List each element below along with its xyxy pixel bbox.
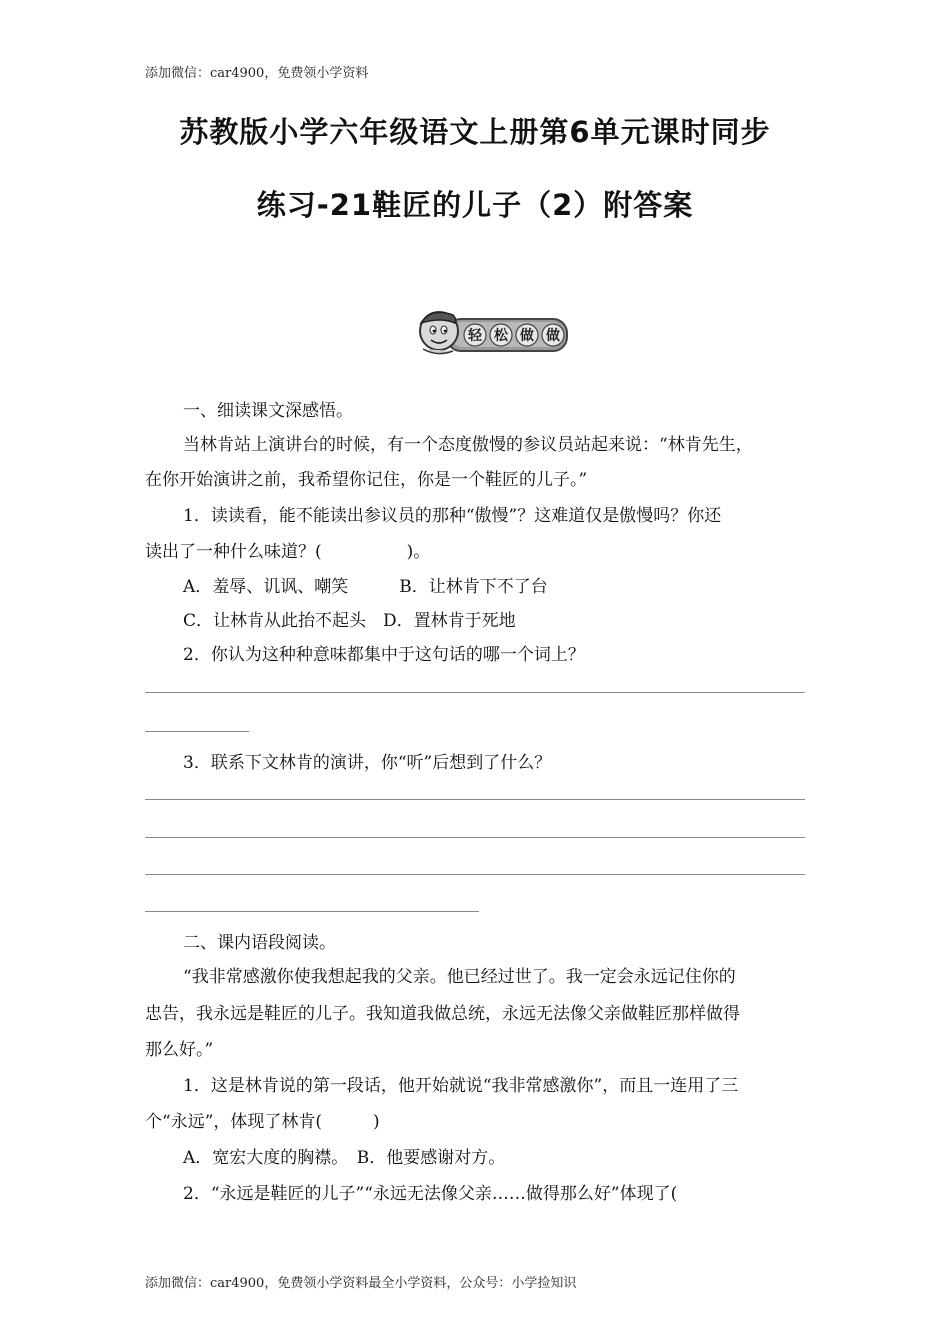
section-2-passage-line: 忠告，我永远是鞋匠的儿子。我知道我做总统，永远无法像父亲做鞋匠那样做得 xyxy=(145,1004,740,1024)
options-2-ab: A．宽宏大度的胸襟。 B．他要感谢对方。 xyxy=(183,1148,506,1168)
header-note: 添加微信：car4900，免费领小学资料 xyxy=(145,66,369,81)
section-2-heading: 二、课内语段阅读。 xyxy=(183,933,336,953)
badge-char: 松 xyxy=(494,328,508,344)
page-title-line-1: 苏教版小学六年级语文上册第6单元课时同步 xyxy=(179,115,771,149)
question-1-1-cont: 读出了一种什么味道？( )。 xyxy=(145,542,431,562)
answer-line[interactable] xyxy=(145,731,249,732)
easy-practice-badge xyxy=(413,305,573,357)
cartoon-boy-badge-icon xyxy=(413,305,573,357)
options-ab: A．羞辱、讥讽、嘲笑 B．让林肯下不了台 xyxy=(183,577,548,597)
page-title-line-2: 练习-21鞋匠的儿子（2）附答案 xyxy=(256,188,694,222)
section-1-heading: 一、细读课文深感悟。 xyxy=(183,401,353,421)
options-cd: C．让林肯从此抬不起头 D．置林肯于死地 xyxy=(183,611,516,631)
section-2-passage-line: 那么好。” xyxy=(145,1040,214,1060)
section-1-passage-line: 当林肯站上演讲台的时候，有一个态度傲慢的参议员站起来说：“林肯先生， xyxy=(183,435,753,455)
question-1-2: 2．你认为这种种意味都集中于这句话的哪一个词上？ xyxy=(183,645,585,665)
question-1-3: 3．联系下文林肯的演讲，你“听”后想到了什么？ xyxy=(183,753,552,773)
badge-char: 做 xyxy=(520,328,534,344)
answer-line[interactable] xyxy=(145,874,805,875)
question-2-2: 2．“永远是鞋匠的儿子”“永远无法像父亲……做得那么好”体现了( xyxy=(183,1184,678,1204)
answer-line[interactable] xyxy=(145,692,805,693)
question-2-1-cont: 个“永远”，体现了林肯( ) xyxy=(145,1112,380,1132)
question-2-1: 1．这是林肯说的第一段话，他开始就说“我非常感激你”，而且一连用了三 xyxy=(183,1076,739,1096)
section-1-passage-line: 在你开始演讲之前，我希望你记住，你是一个鞋匠的儿子。” xyxy=(145,470,588,490)
section-2-passage-line: “我非常感激你使我想起我的父亲。他已经过世了。我一定会永远记住你的 xyxy=(183,967,736,987)
answer-line[interactable] xyxy=(145,799,805,800)
badge-char: 轻 xyxy=(468,328,482,344)
footer-note: 添加微信：car4900，免费领小学资料最全小学资料，公众号：小学捡知识 xyxy=(145,1276,577,1291)
answer-line[interactable] xyxy=(145,837,805,838)
question-1-1: 1．读读看，能不能读出参议员的那种“傲慢”？这难道仅是傲慢吗？你还 xyxy=(183,506,722,526)
badge-char: 做 xyxy=(546,328,560,344)
answer-line[interactable] xyxy=(145,911,479,912)
